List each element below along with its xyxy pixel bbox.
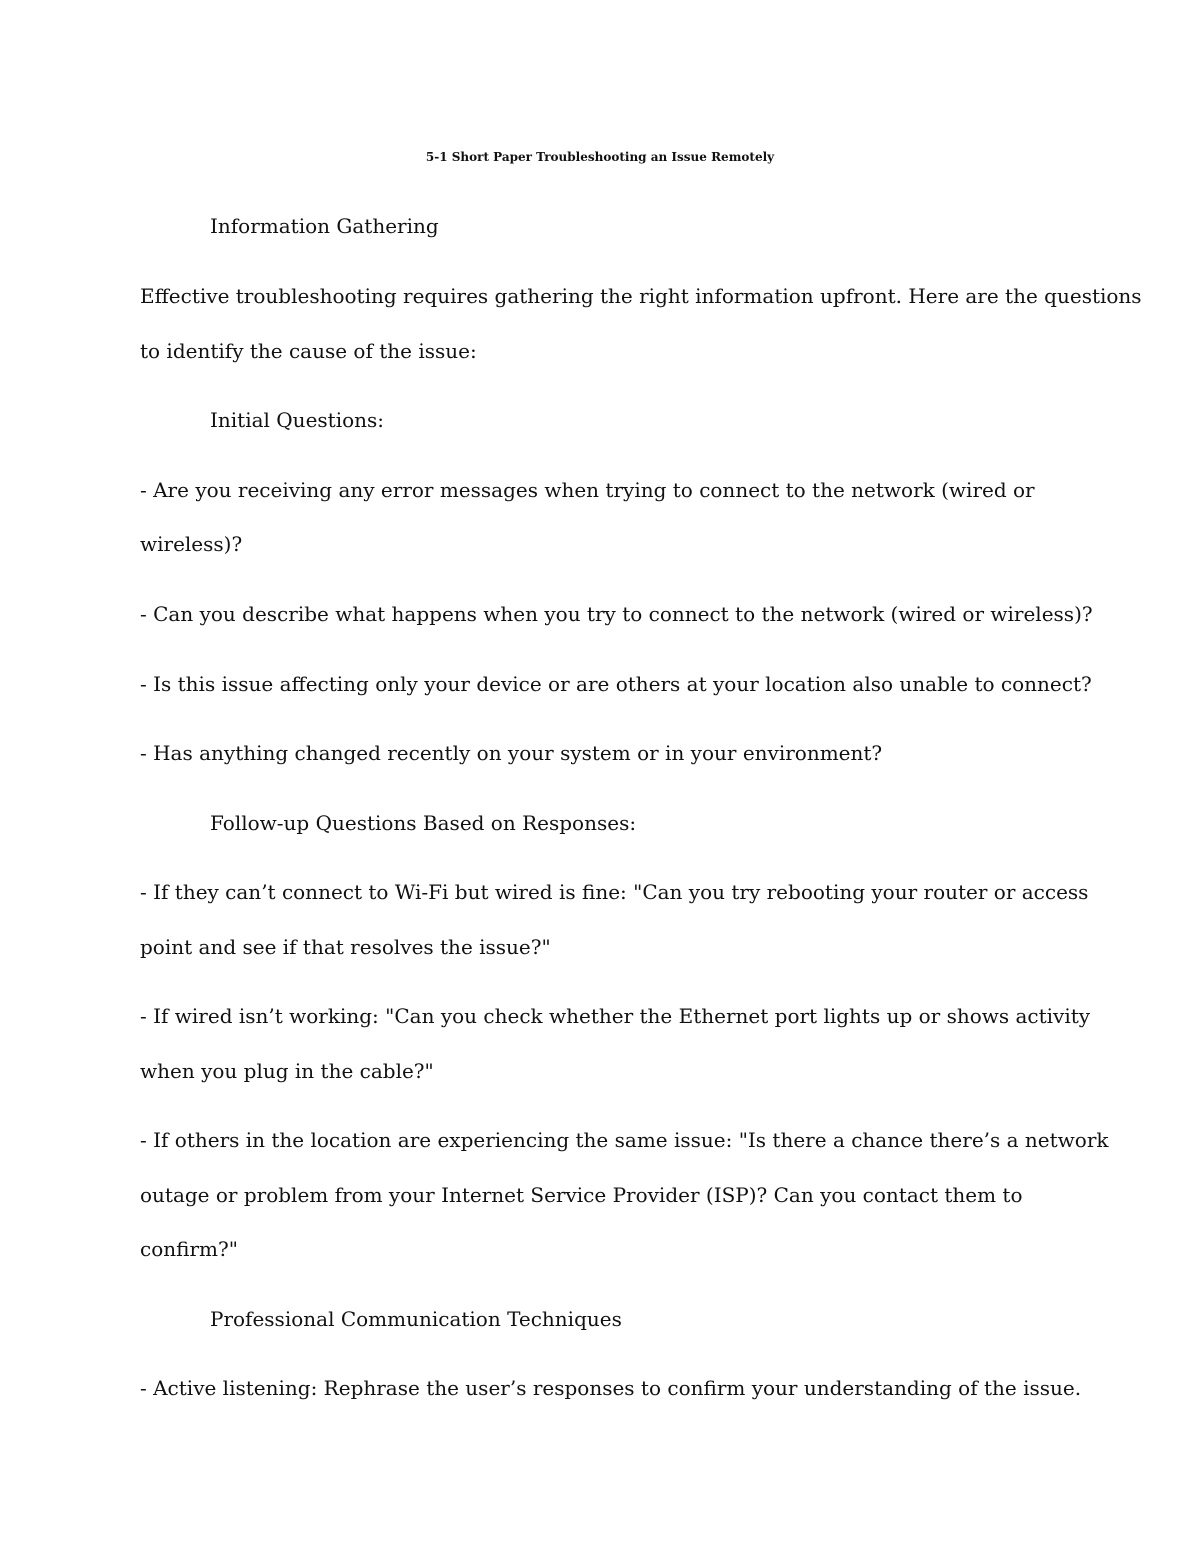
list-item: - Are you receiving any error messages when trying to connect to the network (wired or [140,478,1035,502]
list-item-continuation: outage or problem from your Internet Service Provider (ISP)? Can you contact them to [140,1183,1023,1207]
section-heading-initial-questions: Initial Questions: [210,408,385,432]
list-item: - If others in the location are experiencing the same issue: "Is there a chance there’s a network [140,1128,1109,1152]
list-item: - Active listening: Rephrase the user’s responses to confirm your understanding of the issue. [140,1376,1082,1400]
list-item-continuation: wireless)? [140,532,243,556]
list-item-continuation: when you plug in the cable?" [140,1059,434,1083]
list-item-continuation: confirm?" [140,1237,238,1261]
list-item: - Can you describe what happens when you try to connect to the network (wired or wireless)? [140,602,1093,626]
section-heading-information-gathering: Information Gathering [210,214,439,238]
list-item: - Is this issue affecting only your device or are others at your location also unable to connect? [140,672,1092,696]
paragraph-line: to identify the cause of the issue: [140,339,477,363]
document-title: 5-1 Short Paper Troubleshooting an Issue Remotely [425,150,775,164]
list-item: - Has anything changed recently on your system or in your environment? [140,741,883,765]
list-item: - If wired isn’t working: "Can you check whether the Ethernet port lights up or shows activity [140,1004,1091,1028]
list-item: - If they can’t connect to Wi-Fi but wired is fine: "Can you try rebooting your router or access [140,880,1089,904]
section-heading-follow-up: Follow-up Questions Based on Responses: [210,811,637,835]
list-item-continuation: point and see if that resolves the issue?" [140,935,551,959]
section-heading-communication: Professional Communication Techniques [210,1307,622,1331]
paragraph-line: Effective troubleshooting requires gathering the right information upfront. Here are the questions [140,284,1142,308]
